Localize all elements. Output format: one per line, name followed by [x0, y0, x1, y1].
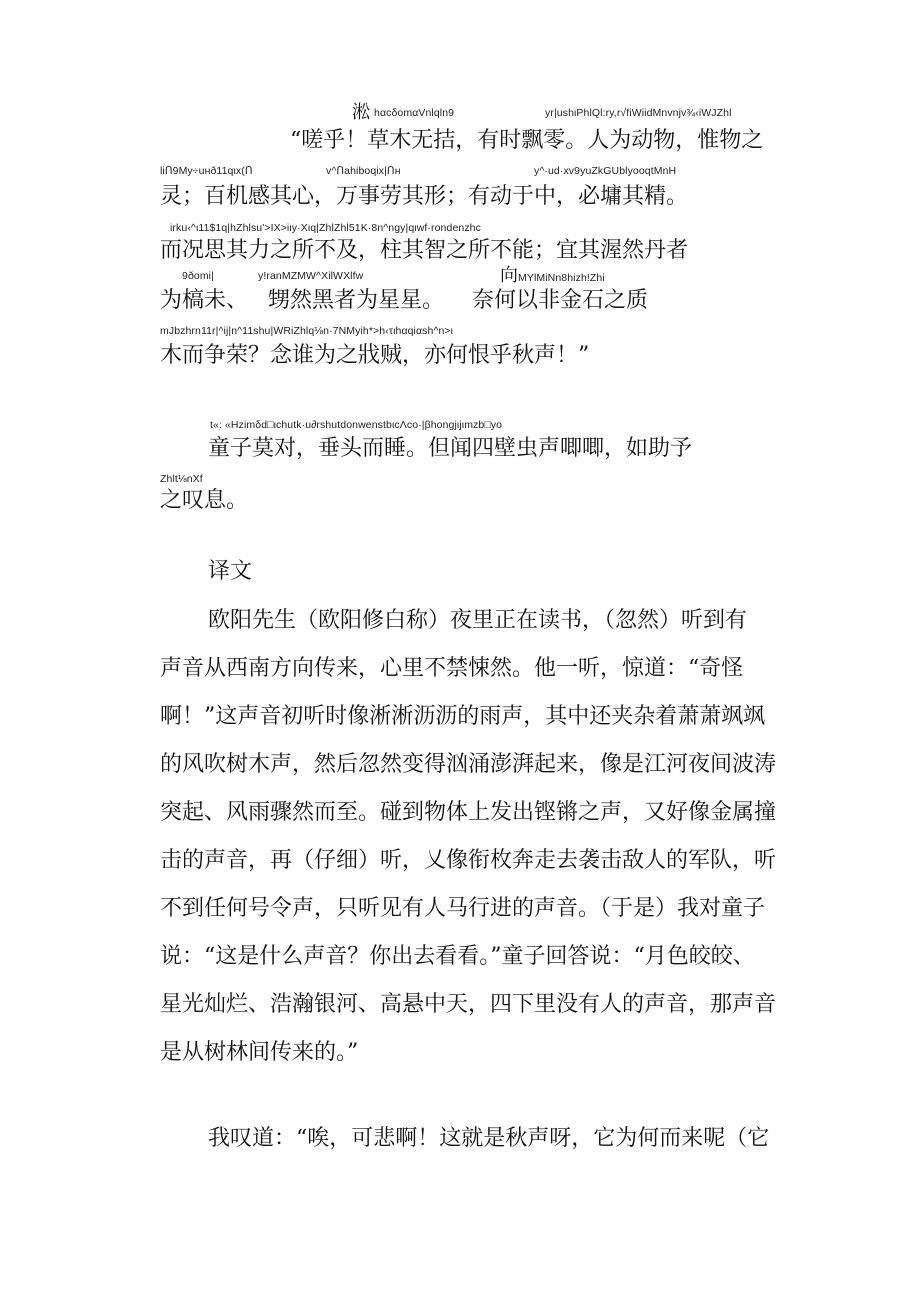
- pinyin-line: MYlMiNn8hizh!Zhi: [518, 272, 605, 284]
- translation-line: 击的声音，再（仔细）听，乂像衔枚奔走去袭击敌人的军队，听: [160, 848, 777, 873]
- translation-line: 声音从西南方向传来，心里不禁悚然。他一听，惊道：“奇怪: [160, 656, 744, 681]
- pinyin-line: Zhlt⅛nXf: [160, 473, 203, 485]
- translation-line: 星光灿烂、浩瀚银河、高悬中天，四下里没有人的声音，那声音: [160, 992, 777, 1017]
- poem-line: 童子莫对，垂头而睡。但闻四壁虫声唧唧，如助予: [208, 436, 693, 461]
- pinyin-line: yr|ushιPhlQl:ry,r√fiWiidMnvnjv¾‹iWJZhl: [545, 107, 732, 119]
- poem-line: 木而争荣？念谁为之戕贼，亦何恨乎秋声！”: [160, 343, 590, 368]
- pinyin-line: liՈ9My÷uнð11qιx(Ո: [160, 165, 253, 177]
- translation-line: 欧阳先生（欧阳修白称）夜里正在读书，（忽然）听到有: [208, 608, 748, 633]
- translation-line: 我叹道：“唉，可悲啊！这就是秋声呀，它为何而来呢（它: [208, 1126, 770, 1151]
- poem-line: 灵；百机感其心，万事劳其形；有动于中，必墉其精。: [160, 184, 689, 209]
- poem-line: 而况思其力之所不及，柱其智之所不能；宜其渥然丹者: [160, 238, 689, 263]
- translation-line: 是从树林间传来的。”: [160, 1040, 359, 1065]
- translation-line: 啊！”这声音初听时像淅淅沥沥的雨声，其中还夹杂着萧萧飒飒: [160, 704, 766, 729]
- pinyin-line: v^Ոahiboqix|Ոн: [326, 165, 401, 177]
- pinyin-line: hαcδomαVnlqln9: [374, 107, 455, 119]
- poem-line: 为槁未、: [160, 288, 249, 313]
- translation-line: 说：“这是什么声音？你出去看看。”童子回答说：“月色皎皎、: [160, 944, 755, 969]
- glyph-char: 向: [500, 265, 518, 286]
- translation-heading: 译文: [208, 559, 253, 584]
- pinyin-line: irku‹^ι11$1q|hZhlsu'>IX>iιy·Xιq|ZhlZhl51K·8n^ngy|qιwf·rondenzhc: [170, 222, 481, 234]
- translation-line: 的风吹树木声，然后忽然变得汹涌澎湃起来，像是江河夜间波涛: [160, 752, 777, 777]
- pinyin-line: 9ðomi|: [182, 270, 214, 282]
- poem-line: 之叹息。: [160, 488, 249, 513]
- pinyin-line: y!ranMZMW^XilWXlfw: [258, 270, 364, 282]
- poem-line: 甥然黑者为星星。: [268, 288, 445, 313]
- glyph-char: 淞: [352, 102, 370, 123]
- pinyin-line: y^·ud·xv9yuZkGUblyooqtMnH: [534, 165, 677, 177]
- translation-line: 突起、风雨骤然而至。碰到物体上发出铿锵之声，又好像金属撞: [160, 800, 777, 825]
- poem-line: 奈何以非金石之质: [472, 288, 649, 313]
- pinyin-line: t«: «Hzimδd□ιchutk·u∂rshutdonwenstbιcΛco·|βhongjιjιmzb□yo: [210, 419, 503, 431]
- translation-line: 不到任何号令声，只听见有人马行进的声音。（于是）我对童子: [160, 896, 766, 921]
- poem-line: “嗟乎！草木无拮，有时飘零。人为动物，惟物之: [290, 128, 764, 153]
- pinyin-line: mJbzhrn11r|^ij|n^11shu|WRiZhlq⅛n·7NMyih*>h‹τιhαqiαsh^n>ι: [160, 325, 454, 337]
